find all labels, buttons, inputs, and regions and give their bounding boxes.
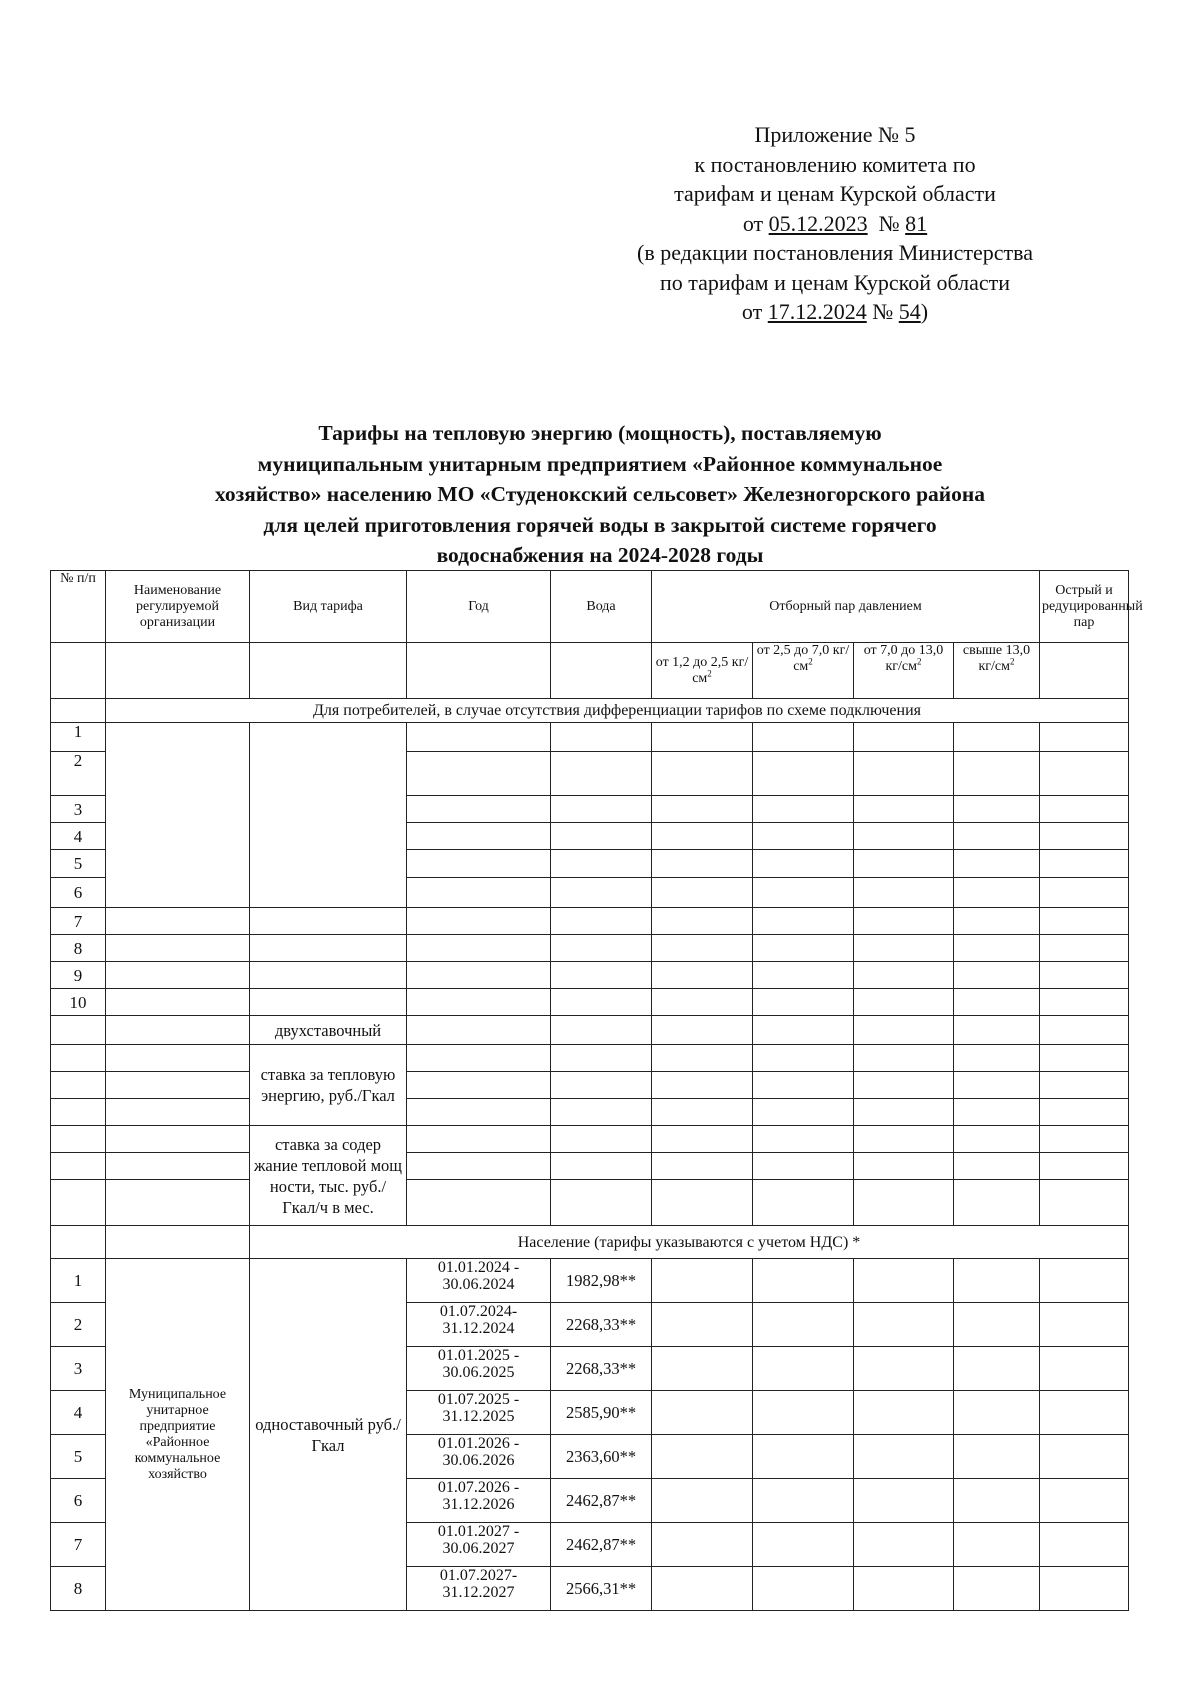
blank-cell (652, 989, 753, 1016)
blank-cell (1040, 1479, 1129, 1523)
appendix-number: 81 (905, 210, 928, 236)
blank-cell (954, 723, 1040, 752)
rate-energy-label: ставка за тепловую энергию, руб./Гкал (250, 1045, 407, 1126)
two-rate-label: двухставочный (250, 1016, 407, 1045)
blank-cell (106, 1226, 250, 1259)
blank-cell (954, 1072, 1040, 1099)
blank-cell (652, 1347, 753, 1391)
blank-cell (652, 823, 753, 850)
blank-cell (106, 1045, 250, 1072)
period: 01.07.2024- 31.12.2024 (407, 1303, 551, 1347)
blank-cell (1040, 1099, 1129, 1126)
blank-cell (854, 752, 954, 796)
blank-cell (652, 935, 753, 962)
blank-cell (753, 1180, 854, 1226)
rate-capacity-label: ставка за содер жание тепловой мощ ности, тыс. руб./Гкал/ч в мес. (250, 1126, 407, 1226)
row-number: 3 (51, 1347, 106, 1391)
blank-cell (551, 723, 652, 752)
appendix-date: 05.12.2023 (768, 210, 868, 236)
blank-cell (854, 823, 954, 850)
blank-cell (854, 1099, 954, 1126)
blank-cell (1040, 823, 1129, 850)
period: 01.07.2026 - 31.12.2026 (407, 1479, 551, 1523)
blank-cell (652, 1099, 753, 1126)
blank-cell (106, 1016, 250, 1045)
blank-cell (854, 1567, 954, 1611)
amendment-close: ) (920, 299, 929, 324)
table-row (51, 908, 1129, 935)
blank-cell (250, 989, 407, 1016)
blank-cell (551, 1153, 652, 1180)
blank-cell (1040, 1567, 1129, 1611)
row-number: 1 (51, 1259, 106, 1303)
blank-cell (854, 1072, 954, 1099)
blank-cell (954, 1479, 1040, 1523)
blank-cell (954, 935, 1040, 962)
blank-cell (854, 878, 954, 908)
period: 01.01.2027 - 30.06.2027 (407, 1523, 551, 1567)
blank-cell (753, 1479, 854, 1523)
blank-cell (854, 1391, 954, 1435)
blank-cell (753, 1303, 854, 1347)
row-number: 9 (51, 962, 106, 989)
row-number: 3 (51, 796, 106, 823)
water-tariff: 2585,90** (551, 1391, 652, 1435)
blank-cell (652, 1259, 753, 1303)
blank-cell (551, 643, 652, 699)
blank-cell (854, 796, 954, 823)
blank-cell (954, 1523, 1040, 1567)
blank-cell (954, 1126, 1040, 1153)
blank-cell (1040, 1045, 1129, 1072)
blank-cell (854, 989, 954, 1016)
row-number: 10 (51, 989, 106, 1016)
blank-cell (1040, 1180, 1129, 1226)
blank-cell (407, 989, 551, 1016)
blank-cell (753, 908, 854, 935)
blank-cell (106, 1153, 250, 1180)
blank-cell (954, 796, 1040, 823)
blank-cell (854, 723, 954, 752)
header-row (51, 571, 1129, 643)
blank-cell (551, 850, 652, 878)
blank-cell (652, 962, 753, 989)
blank-cell (652, 1126, 753, 1153)
blank-cell (1040, 908, 1129, 935)
row-number: 4 (51, 1391, 106, 1435)
blank-cell (1040, 1072, 1129, 1099)
blank-cell (407, 1045, 551, 1072)
blank-cell (106, 1180, 250, 1226)
section-title-population: Население (тарифы указываются с учетом НДС) * (250, 1226, 1129, 1259)
blank-cell (551, 908, 652, 935)
blank-cell (1040, 723, 1129, 752)
blank-cell (51, 643, 106, 699)
blank-cell (106, 935, 250, 962)
row-number: 5 (51, 850, 106, 878)
blank-cell (551, 1126, 652, 1153)
blank-cell (753, 962, 854, 989)
blank-cell (407, 796, 551, 823)
header-organization: Наименование регулируемой организации (106, 571, 250, 643)
appendix-line-4 (585, 209, 1085, 239)
blank-cell (1040, 1303, 1129, 1347)
blank-cell (250, 643, 407, 699)
blank-cell (652, 1072, 753, 1099)
amendment-no-label: № (872, 299, 894, 324)
blank-cell (407, 878, 551, 908)
blank-cell (854, 1126, 954, 1153)
appendix-no-label: № (878, 210, 900, 236)
blank-cell (954, 1347, 1040, 1391)
blank-cell (854, 1153, 954, 1180)
row-number: 6 (51, 878, 106, 908)
blank-cell (854, 1479, 954, 1523)
blank-cell (51, 1045, 106, 1072)
blank-cell (954, 1303, 1040, 1347)
blank-cell (1040, 850, 1129, 878)
blank-cell (753, 796, 854, 823)
blank-cell (753, 1391, 854, 1435)
row-number: 1 (51, 723, 106, 752)
blank-cell (652, 752, 753, 796)
amendment-number: 54 (898, 299, 921, 324)
blank-cell (753, 1347, 854, 1391)
blank-cell (1040, 796, 1129, 823)
blank-cell (551, 796, 652, 823)
blank-cell (954, 1259, 1040, 1303)
blank-cell (652, 1180, 753, 1226)
blank-cell (753, 723, 854, 752)
period: 01.07.2025 - 31.12.2025 (407, 1391, 551, 1435)
blank-cell (753, 935, 854, 962)
blank-cell (407, 935, 551, 962)
table-row (51, 935, 1129, 962)
row-number: 4 (51, 823, 106, 850)
blank-cell (106, 1099, 250, 1126)
blank-cell (652, 908, 753, 935)
period: 01.01.2025 - 30.06.2025 (407, 1347, 551, 1391)
blank-cell (1040, 1391, 1129, 1435)
blank-cell (954, 1045, 1040, 1072)
blank-cell (1040, 962, 1129, 989)
blank-cell (1040, 752, 1129, 796)
header-num: № п/п (51, 571, 106, 643)
blank-cell (106, 989, 250, 1016)
blank-cell (854, 1016, 954, 1045)
pressure-7-0-to-13-0: от 7,0 до 13,0 $кг/см^2$ (854, 643, 954, 699)
blank-cell (407, 823, 551, 850)
blank-cell (551, 1099, 652, 1126)
header-sharp-steam: Острый и редуцированный пар (1040, 571, 1129, 643)
blank-cell (854, 1347, 954, 1391)
title-line-4: для целей приготовления горячей воды в закрытой системе горячего (263, 512, 937, 537)
blank-cell (854, 1259, 954, 1303)
document-title (110, 418, 1090, 571)
table-row (51, 723, 1129, 752)
blank-cell (954, 962, 1040, 989)
row-number: 7 (51, 1523, 106, 1567)
blank-cell (753, 1153, 854, 1180)
blank-cell (407, 723, 551, 752)
table-row (51, 1259, 1129, 1303)
organization-name: Муниципальное унитарное предприятие «Районное коммунальное хозяйство (106, 1259, 250, 1611)
blank-cell (753, 1126, 854, 1153)
blank-cell (753, 1045, 854, 1072)
title-line-1: Тарифы на тепловую энергию (мощность), поставляемую (318, 421, 882, 445)
table-row (51, 1153, 1129, 1180)
row-number: 5 (51, 1435, 106, 1479)
blank-cell (51, 1226, 106, 1259)
blank-cell (407, 1126, 551, 1153)
appendix-line-2: к постановлению комитета по (694, 151, 976, 177)
blank-cell (51, 699, 106, 723)
pressure-1-2-to-2-5: от 1,2 до 2,5 $кг/см^2$ (652, 643, 753, 699)
amendment-from: от (741, 299, 763, 324)
blank-cell (954, 1099, 1040, 1126)
water-tariff: 1982,98** (551, 1259, 652, 1303)
header-selected-steam: Отборный пар давлением (652, 571, 1040, 643)
blank-cell (407, 752, 551, 796)
blank-cell (854, 1303, 954, 1347)
blank-cell (652, 723, 753, 752)
blank-cell (1040, 1259, 1129, 1303)
row-number: 6 (51, 1479, 106, 1523)
tariff-kind: одноставочный руб./Гкал (250, 1259, 407, 1611)
blank-cell (954, 1391, 1040, 1435)
blank-cell (1040, 989, 1129, 1016)
blank-cell (753, 1259, 854, 1303)
row-number: 8 (51, 935, 106, 962)
table-row (51, 962, 1129, 989)
blank-cell (407, 908, 551, 935)
water-tariff: 2566,31** (551, 1567, 652, 1611)
blank-cell (551, 1016, 652, 1045)
blank-cell (652, 1567, 753, 1611)
blank-cell (407, 1099, 551, 1126)
blank-cell (407, 1153, 551, 1180)
blank-cell (954, 989, 1040, 1016)
water-tariff: 2363,60** (551, 1435, 652, 1479)
blank-cell (106, 1126, 250, 1153)
blank-cell (551, 878, 652, 908)
blank-cell (250, 935, 407, 962)
appendix-header (585, 120, 1085, 327)
blank-cell (106, 908, 250, 935)
blank-cell (51, 1099, 106, 1126)
blank-cell (1040, 1347, 1129, 1391)
pressure-2-5-to-7-0: от 2,5 до 7,0 $кг/см^2$ (753, 643, 854, 699)
blank-cell (854, 935, 954, 962)
blank-cell (954, 1435, 1040, 1479)
appendix-line-1: Приложение № 5 (754, 122, 916, 147)
water-tariff: 2268,33** (551, 1303, 652, 1347)
blank-cell (1040, 935, 1129, 962)
appendix-line-3: тарифам и ценам Курской области (674, 181, 996, 206)
blank-cell (854, 908, 954, 935)
blank-cell (954, 878, 1040, 908)
blank-cell (551, 989, 652, 1016)
blank-cell (854, 1435, 954, 1479)
blank-cell (652, 1045, 753, 1072)
blank-cell (954, 850, 1040, 878)
title-line-2: муниципальным унитарным предприятием «Районное коммунальное (257, 451, 943, 476)
blank-cell (551, 1180, 652, 1226)
blank-cell (652, 1435, 753, 1479)
table-row (51, 1045, 1129, 1072)
blank-cell (753, 878, 854, 908)
blank-cell (753, 850, 854, 878)
appendix-line-5: (в редакции постановления Министерства (637, 240, 1033, 265)
blank-cell (753, 989, 854, 1016)
blank-cell (954, 908, 1040, 935)
blank-cell (954, 1016, 1040, 1045)
blank-cell (652, 1016, 753, 1045)
blank-cell (1040, 1153, 1129, 1180)
title-line-3: хозяйство» населению МО «Студенокский сельсовет» Железногорского района (214, 482, 986, 506)
period: 01.01.2024 - 30.06.2024 (407, 1259, 551, 1303)
blank-cell (51, 1126, 106, 1153)
pressure-above-13-0: свыше 13,0 $кг/см^2$ (954, 643, 1040, 699)
blank-cell (1040, 878, 1129, 908)
blank-cell (652, 1153, 753, 1180)
section-title-no-differentiation: Для потребителей, в случае отсутствия дифференциации тарифов по схеме подключения (106, 699, 1129, 723)
blank-cell (407, 1016, 551, 1045)
section-row (51, 699, 1129, 723)
blank-cell (407, 1180, 551, 1226)
blank-cell (1040, 1126, 1129, 1153)
blank-cell (551, 823, 652, 850)
blank-cell (652, 878, 753, 908)
blank-cell (106, 643, 250, 699)
water-tariff: 2462,87** (551, 1523, 652, 1567)
period: 01.07.2027- 31.12.2027 (407, 1567, 551, 1611)
blank-cell (854, 962, 954, 989)
table-row (51, 1072, 1129, 1099)
blank-cell (1040, 643, 1129, 699)
appendix-line-7 (585, 297, 1085, 327)
header-year: Год (407, 571, 551, 643)
blank-cell (250, 723, 407, 908)
blank-cell (551, 1045, 652, 1072)
blank-cell (652, 796, 753, 823)
blank-cell (954, 1180, 1040, 1226)
blank-cell (51, 1016, 106, 1045)
table-row (51, 1180, 1129, 1226)
blank-cell (652, 1523, 753, 1567)
period: 01.01.2026 - 30.06.2026 (407, 1435, 551, 1479)
blank-cell (250, 962, 407, 989)
row-number: 2 (51, 1303, 106, 1347)
appendix-line-6: по тарифам и ценам Курской области (659, 269, 1011, 295)
blank-cell (854, 1523, 954, 1567)
blank-cell (106, 962, 250, 989)
pressure-header-row (51, 643, 1129, 699)
appendix-from: от (742, 210, 764, 236)
blank-cell (1040, 1523, 1129, 1567)
blank-cell (551, 752, 652, 796)
blank-cell (854, 1180, 954, 1226)
blank-cell (652, 850, 753, 878)
blank-cell (753, 1523, 854, 1567)
blank-cell (551, 935, 652, 962)
blank-cell (954, 1153, 1040, 1180)
table-row (51, 989, 1129, 1016)
blank-cell (954, 752, 1040, 796)
title-line-5: водоснабжения на 2024-2028 годы (436, 543, 764, 567)
blank-cell (407, 962, 551, 989)
blank-cell (753, 1435, 854, 1479)
blank-cell (753, 823, 854, 850)
blank-cell (753, 1099, 854, 1126)
blank-cell (753, 1016, 854, 1045)
blank-cell (407, 850, 551, 878)
blank-cell (51, 1072, 106, 1099)
row-number: 7 (51, 908, 106, 935)
section-row (51, 1226, 1129, 1259)
table-row (51, 1126, 1129, 1153)
header-tariff-kind: Вид тарифа (250, 571, 407, 643)
blank-cell (954, 823, 1040, 850)
amendment-date: 17.12.2024 (767, 299, 867, 324)
blank-cell (551, 1072, 652, 1099)
two-rate-row (51, 1016, 1129, 1045)
blank-cell (106, 723, 250, 908)
blank-cell (854, 1045, 954, 1072)
header-water: Вода (551, 571, 652, 643)
blank-cell (652, 1391, 753, 1435)
tariff-table (50, 570, 1143, 1611)
blank-cell (652, 1303, 753, 1347)
blank-cell (1040, 1016, 1129, 1045)
row-number: 8 (51, 1567, 106, 1611)
blank-cell (652, 1479, 753, 1523)
blank-cell (753, 1567, 854, 1611)
blank-cell (954, 1567, 1040, 1611)
table-row (51, 1099, 1129, 1126)
blank-cell (407, 1072, 551, 1099)
blank-cell (753, 752, 854, 796)
row-number: 2 (51, 752, 106, 796)
blank-cell (854, 850, 954, 878)
blank-cell (250, 908, 407, 935)
blank-cell (1040, 1435, 1129, 1479)
blank-cell (51, 1180, 106, 1226)
blank-cell (407, 643, 551, 699)
blank-cell (753, 1072, 854, 1099)
water-tariff: 2462,87** (551, 1479, 652, 1523)
blank-cell (51, 1153, 106, 1180)
water-tariff: 2268,33** (551, 1347, 652, 1391)
blank-cell (551, 962, 652, 989)
blank-cell (106, 1072, 250, 1099)
